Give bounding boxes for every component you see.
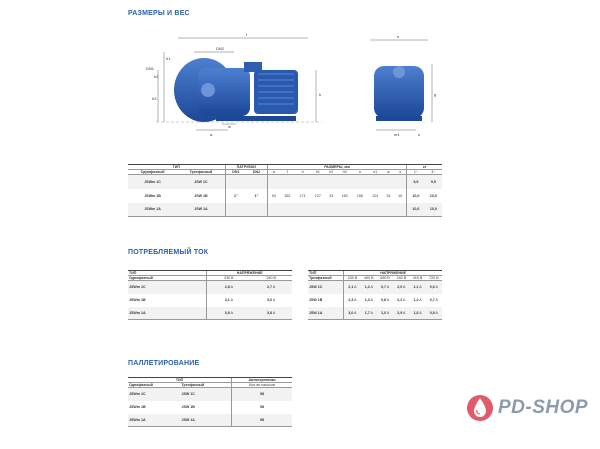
table-row: JSWm 1B JSW 1B 1" 1" 94 352 171 127 33 160 158 124 24 10 10,0 10,0 — [128, 189, 442, 203]
table-row: JSWm 1B 3,1 A 3,0 A — [128, 294, 292, 307]
logo-text: PD-SHOP — [498, 397, 589, 418]
table-row: JSW 1B 2,3 A 1,3 A 0,8 A 2,2 A 1,2 A 0,7 A — [308, 294, 442, 307]
table-row: JSWm 1C JSW 1C 98 — [128, 388, 292, 401]
th-dn2: DN2 — [246, 170, 267, 175]
pump-dimension-drawing — [136, 30, 456, 140]
col-w: w — [383, 170, 394, 175]
col-a: a — [267, 170, 279, 175]
table-row: JSWm 1C JSW 1C 9,9 9,9 — [128, 175, 442, 189]
th-dims: РАЗМЕРЫ, мм — [267, 165, 406, 170]
col-kg3: 3~ — [425, 170, 442, 175]
th-type: ТИП — [128, 271, 207, 276]
pd-shop-logo — [466, 393, 592, 423]
power-single-table — [128, 270, 292, 320]
th-kg: кг — [407, 165, 442, 170]
table-row: JSW 1C 2,1 A 1,2 A 0,7 A 2,0 A 1,1 A 0,6 A — [308, 281, 442, 294]
pump-front-view — [370, 40, 432, 130]
th-dn1: DN1 — [225, 170, 246, 175]
col-230v: 230 В — [207, 276, 250, 281]
label-f: f — [246, 32, 248, 37]
pallet-section-title: ПАЛЛЕТИРОВАНИЕ — [128, 360, 200, 367]
col-n1: n1 — [368, 170, 383, 175]
th-single: Однофазный — [128, 383, 181, 388]
col-240v: 240 В — [250, 276, 292, 281]
th-three: Трехфазный — [181, 383, 232, 388]
label-g: g — [434, 92, 437, 97]
th-truck: Автоперевозки — [232, 378, 292, 383]
label-m1: m1 — [394, 132, 400, 137]
col-h2: h2 — [326, 170, 337, 175]
col-h1: h1 — [310, 170, 325, 175]
table-row: JSWm 1A 3,9 A 3,8 A — [128, 307, 292, 320]
table-row: JSW 1A 3,0 A 1,7 A 1,0 A 2,9 A 1,6 A 0,9 A — [308, 307, 442, 320]
col-kg1: 1~ — [407, 170, 425, 175]
col-h: h — [295, 170, 310, 175]
label-s: s — [418, 132, 420, 137]
label-w: w — [228, 124, 231, 129]
th-voltage: НАПРЯЖЕНИЕ — [344, 271, 442, 276]
table-row: JSWm 1B JSW 1B 98 — [128, 401, 292, 414]
label-h2: h2 — [154, 74, 159, 79]
th-ports: ПАТРУБКИ — [225, 165, 267, 170]
pallet-table — [128, 377, 292, 427]
th-type: ТИП — [128, 165, 225, 170]
table-row: JSWm 1A JSW 1A 98 — [128, 414, 292, 427]
th-single: Однофазный — [128, 170, 177, 175]
th-type: ТИП — [128, 378, 232, 383]
col-f: f — [280, 170, 295, 175]
th-three: Трехфазный — [308, 276, 344, 281]
label-h: h — [319, 92, 322, 97]
th-type: ТИП — [308, 271, 344, 276]
dimensions-table — [128, 164, 442, 217]
label-dn2: DN2 — [216, 46, 225, 51]
col-n: n — [352, 170, 367, 175]
label-h3: h3 — [152, 96, 157, 101]
label-a: a — [210, 132, 213, 137]
power-section-title: ПОТРЕБЛЯЕМЫЙ ТОК — [128, 249, 209, 256]
table-row: JSWm 1A JSW 1A 10,6 10,0 — [128, 203, 442, 217]
power-three-table: ТИП НАПРЯЖЕНИЕ Трехфазный 230 В 400 В 690 В 240 В 415 В 720 В JSW 1C 2,1 A 1,2 A 0,7 A 2,0 A 1,1 A 0,6 A JSW 1B 2,3 A 1,3 A 0,8 A 2,2 A 1,2 A 0,7 A JSW 1A 3,0 A 1,7 A 1,0 A 2,9 A 1,6 A 0,9 A — [308, 270, 442, 320]
th-single: Однофазный — [128, 276, 207, 281]
table-row: JSWm 1C 2,8 A 2,7 A — [128, 281, 292, 294]
th-three: Трехфазный — [177, 170, 225, 175]
pump-side-view — [156, 38, 322, 130]
th-count: Кол-во насосов — [232, 383, 292, 388]
col-h3: h3 — [337, 170, 352, 175]
col-s: s — [394, 170, 406, 175]
label-n: n — [397, 34, 400, 39]
label-h1: h1 — [166, 56, 171, 61]
th-voltage: НАПРЯЖЕНИЕ — [207, 271, 292, 276]
label-dn1: DN1 — [146, 66, 155, 71]
dims-section-title: РАЗМЕРЫ И ВЕС — [128, 10, 190, 17]
